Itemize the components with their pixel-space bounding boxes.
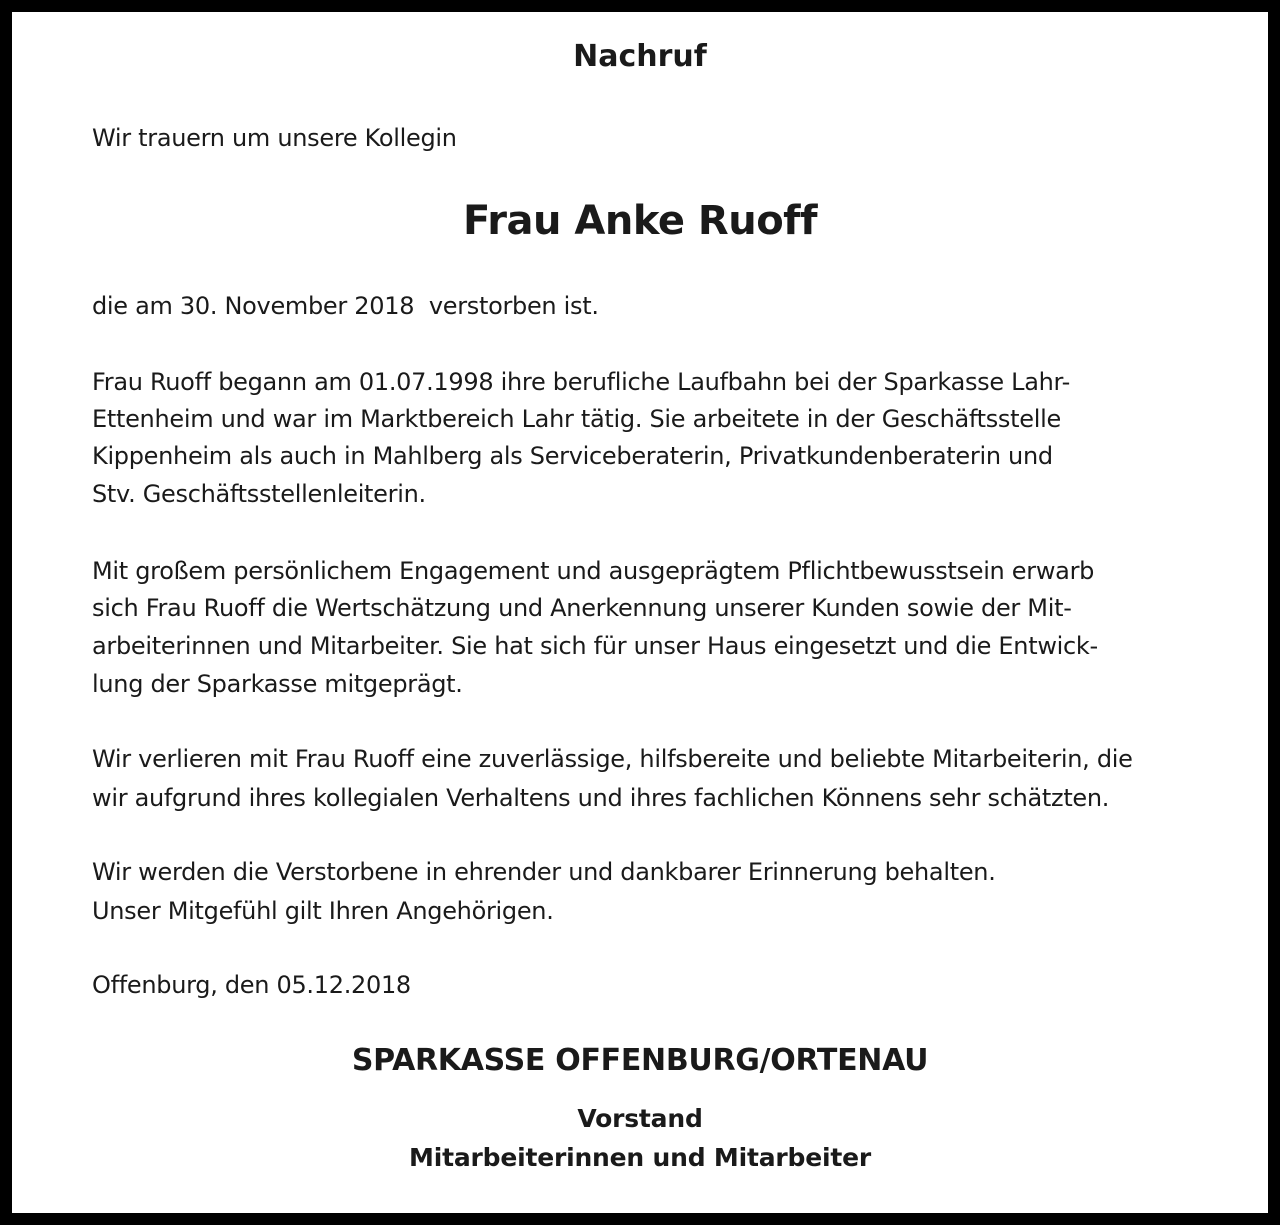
paragraph-line: Mit großem persönlichem Engagement und ausgeprägtem Pflichtbewusstsein erwarb (92, 557, 1095, 585)
paragraph-line: Ettenheim und war im Marktbereich Lahr tätig. Sie arbeitete in der Geschäftsstelle (92, 405, 1061, 433)
signature-board: Vorstand (577, 1104, 703, 1133)
paragraph-line: Unser Mitgefühl gilt Ihren Angehörigen. (92, 897, 554, 925)
deceased-name: Frau Anke Ruoff (463, 198, 817, 244)
paragraph-line: wir aufgrund ihres kollegialen Verhaltens und ihres fachlichen Könnens sehr schätzten. (92, 784, 1110, 812)
death-date-line: die am 30. November 2018 verstorben ist. (92, 292, 599, 320)
paragraph-line: Frau Ruoff begann am 01.07.1998 ihre berufliche Laufbahn bei der Sparkasse Lahr- (92, 368, 1070, 396)
paragraph-line: Kippenheim als auch in Mahlberg als Serviceberaterin, Privatkundenberaterin und (92, 442, 1053, 470)
intro-line: Wir trauern um unsere Kollegin (92, 124, 457, 152)
obituary-notice (12, 12, 1268, 1213)
notice-heading: Nachruf (573, 39, 707, 74)
organization-name: SPARKASSE OFFENBURG/ORTENAU (351, 1043, 929, 1078)
paragraph-line: arbeiterinnen und Mitarbeiter. Sie hat sich für unser Haus eingesetzt und die Entwick- (92, 632, 1098, 660)
paragraph-line: Wir verlieren mit Frau Ruoff eine zuverlässige, hilfsbereite und beliebte Mitarbeiterin, die (92, 745, 1133, 773)
paragraph-line: Stv. Geschäftsstellenleiterin. (92, 480, 426, 508)
paragraph-line: lung der Sparkasse mitgeprägt. (92, 670, 463, 698)
paragraph-line: sich Frau Ruoff die Wertschätzung und Anerkennung unserer Kunden sowie der Mit- (92, 594, 1072, 622)
signature-staff: Mitarbeiterinnen und Mitarbeiter (409, 1143, 871, 1172)
paragraph-line: Wir werden die Verstorbene in ehrender und dankbarer Erinnerung behalten. (92, 858, 996, 886)
place-date: Offenburg, den 05.12.2018 (92, 971, 411, 999)
